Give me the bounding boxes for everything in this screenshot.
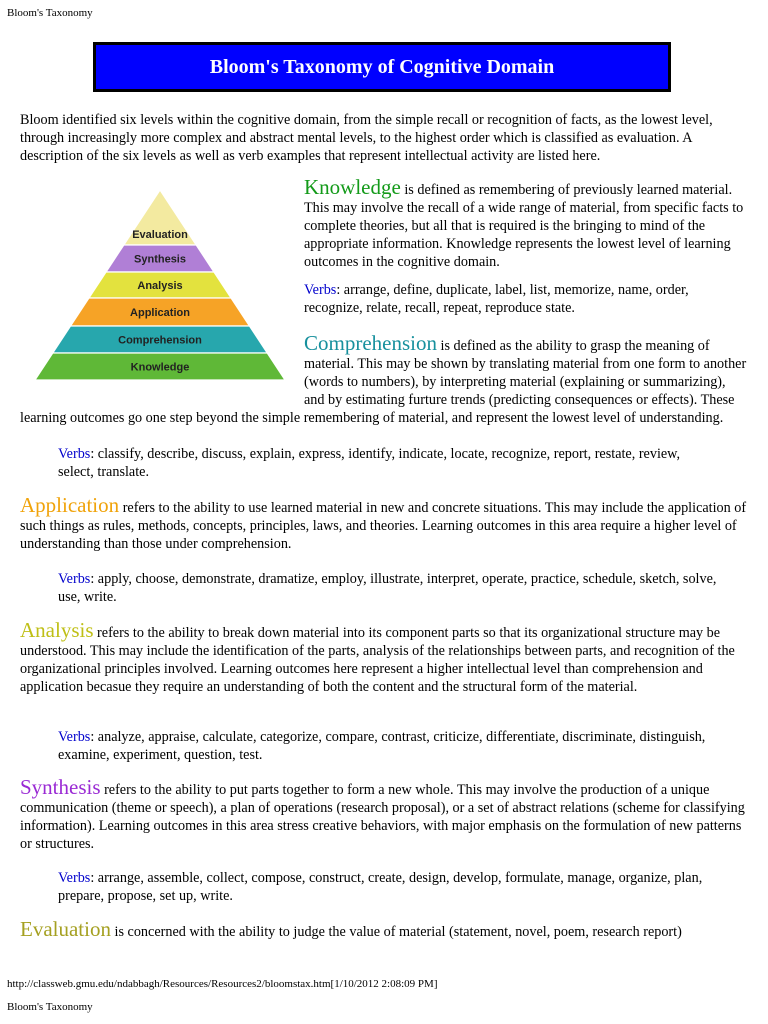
page-title: Bloom's Taxonomy of Cognitive Domain	[209, 55, 555, 78]
analysis-paragraph	[20, 618, 748, 696]
comprehension-body: is defined as the ability to grasp the meaning of material. This may be shown by translating material from one form to another (words to numbers), by interpreting material (explaining or summarizing), and by estimating furture trends (predicting consequences or effects). These learning outcomes go one step beyond the simple remembering of material, and represent the lowest level of understanding.	[20, 338, 747, 426]
pyramid-label-comprehension: Comprehension	[118, 334, 202, 347]
title-banner	[93, 42, 671, 92]
comprehension-verbs	[58, 445, 718, 481]
pyramid-label-evaluation: Evaluation	[132, 229, 188, 241]
synthesis-paragraph	[20, 775, 748, 853]
analysis-verbs-list: : analyze, appraise, calculate, categorize, compare, contrast, criticize, differentiate, discriminate, distinguish, examine, experiment, question, test.	[58, 729, 706, 763]
evaluation-body: is concerned with the ability to judge the value of material (statement, novel, poem, research report)	[110, 924, 682, 940]
analysis-verbs	[58, 728, 718, 764]
verbs-label: Verbs	[58, 729, 91, 745]
comprehension-heading: Comprehension	[304, 331, 437, 355]
evaluation-paragraph	[20, 917, 760, 941]
pyramid-label-knowledge: Knowledge	[130, 361, 190, 374]
synthesis-heading: Synthesis	[20, 775, 101, 799]
analysis-body: refers to the ability to break down material into its component parts so that its organizational structure may be understood. This may include the identification of the parts, analysis of the relationships between parts, and recognition of the organizational principles involved. Learning outcomes here represent a higher intellectual level than comprehension and application becasue they require an understanding of both the content and the structural form of the material.	[20, 625, 735, 695]
pyramid-label-analysis: Analysis	[137, 280, 183, 292]
knowledge-verbs-list: : arrange, define, duplicate, label, list, memorize, name, order, recognize, relate, recall, repeat, reproduce state.	[304, 282, 689, 316]
application-verbs-list: : apply, choose, demonstrate, dramatize, employ, illustrate, interpret, operate, practice, schedule, sketch, solve, use, write.	[58, 571, 717, 605]
footer-title: Bloom's Taxonomy	[7, 1001, 93, 1013]
application-heading: Application	[20, 493, 120, 517]
page-header: Bloom's Taxonomy	[7, 7, 93, 19]
pyramid-label-application: Application	[130, 307, 190, 319]
application-body: refers to the ability to use learned material in new and concrete situations. This may include the application of such things as rules, methods, concepts, principles, laws, and theories. Learning outcomes in this area require a higher level of understanding than those under comprehension.	[20, 500, 747, 552]
analysis-heading: Analysis	[20, 618, 94, 642]
application-paragraph	[20, 493, 748, 553]
pyramid-label-synthesis: Synthesis	[134, 253, 186, 266]
application-verbs	[58, 570, 718, 606]
synthesis-verbs	[58, 869, 718, 905]
knowledge-heading: Knowledge	[304, 175, 401, 199]
synthesis-verbs-list: : arrange, assemble, collect, compose, construct, create, design, develop, formulate, manage, organize, plan, prepare, propose, set up, write.	[58, 870, 703, 904]
footer-url: http://classweb.gmu.edu/ndabbagh/Resources/Resources2/bloomstax.htm[1/10/2012 2:08:09 PM]	[7, 978, 438, 990]
knowledge-comprehension-block	[20, 175, 748, 427]
verbs-label: Verbs	[58, 446, 91, 462]
synthesis-body: refers to the ability to put parts together to form a new whole. This may involve the production of a unique communication (theme or speech), a plan of operations (research proposal), or a set of abstract relations (scheme for classifying information). Learning outcomes in this area stress creative behaviors, with major emphasis on the formulation of new patterns or structures.	[20, 782, 745, 852]
comprehension-verbs-list: : classify, describe, discuss, explain, express, identify, indicate, locate, recognize, report, restate, review, select, translate.	[58, 446, 681, 480]
verbs-label: Verbs	[58, 870, 91, 886]
evaluation-heading: Evaluation	[20, 917, 111, 941]
pyramid-spacer	[20, 178, 304, 396]
verbs-label: Verbs	[58, 571, 91, 587]
knowledge-body: is defined as remembering of previously learned material. This may involve the recall of a wide range of material, from specific facts to complete theories, but all that is required is the bringing to mind of the appropriate information. Knowledge represents the lowest level of learning outcomes in the cognitive domain.	[304, 182, 744, 270]
intro-paragraph: Bloom identified six levels within the cognitive domain, from the simple recall or recognition of facts, as the lowest level, through increasingly more complex and abstract mental levels, to the highest order which is classified as evaluation. A description of the six levels as well as verb examples that represent intellectual activity are listed here.	[20, 112, 713, 164]
verbs-label: Verbs	[304, 282, 337, 298]
